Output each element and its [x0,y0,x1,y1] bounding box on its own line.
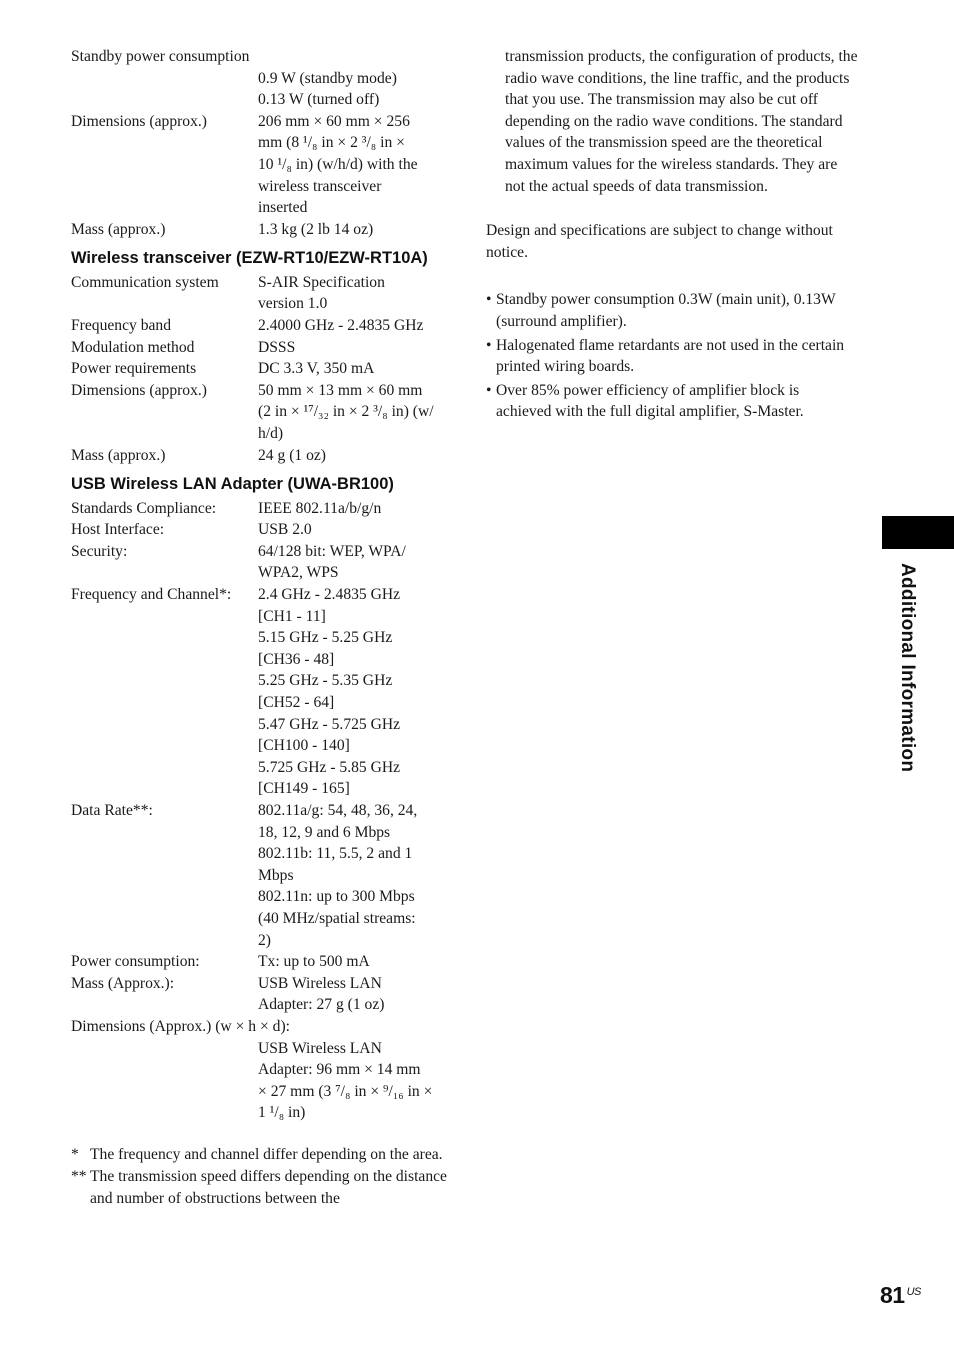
left-column [71,46,451,1210]
spec-key: Modulation method [71,338,195,356]
spec-value-dimensions: USB Wireless LAN Adapter: 96 mm × 14 mm × 27 mm (3 ⁷/₈ in × ⁹/₁₆ in × 1 ¹/₈ in) [258,1039,433,1122]
eco-bullets [486,289,858,423]
footnote-continuation: transmission products, the configuration of products, the radio wave conditions, the line traffic, and the products that you use. The transmission may also be cut off depending on the radio wave conditions. The standard values of the transmission speed are the theoretical maximum values for the wireless standards. They are not the actual speeds of data transmission. [505,48,858,195]
spec-value: 206 mm × 60 mm × 256 mm (8 ¹/₈ in × 2 ³/₈ in × 10 ¹/₈ in) (w/h/d) with the wireless transceiver inserted [258,112,418,217]
spec-key: Dimensions (approx.) [71,381,207,399]
section-tab-marker [882,516,954,549]
spec-value: 2.4 GHz - 2.4835 GHz [CH1 - 11] 5.15 GHz - 5.25 GHz [CH36 - 48] 5.25 GHz - 5.35 GHz [CH52 - 64] 5.47 GHz - 5.725 GHz [CH100 - 140] 5.725 GHz - 5.85 GHz [CH149 - 165] [258,586,401,798]
spec-key: Data Rate**: [71,802,153,819]
bullet-text: Halogenated flame retardants are not used in the certain printed wiring boards. [496,336,845,376]
spec-key: Mass (approx.) [71,220,166,238]
bullet-item [486,289,858,332]
spec-row [71,519,451,541]
wireless-transceiver-heading: Wireless transceiver (EZW-RT10/EZW-RT10A) [71,249,428,268]
spec-value-standby-power: 0.9 W (standby mode) 0.13 W (turned off) [258,69,397,109]
spec-row [71,541,451,584]
spec-value: DC 3.3 V, 350 mA [258,360,375,378]
spec-row [71,498,451,520]
bullet-icon: • [486,336,492,354]
footnote [71,1144,451,1166]
spec-row [71,951,451,973]
page-number [880,1282,921,1309]
spec-row [71,315,451,337]
spec-key-standby-power: Standby power consumption [71,48,250,65]
spec-value: 1.3 kg (2 lb 14 oz) [258,220,374,238]
spec-row [71,337,451,359]
spec-row [71,584,451,800]
page-number-suffix: US [906,1286,921,1298]
spec-key: Dimensions (approx.) [71,112,207,130]
spec-row [71,380,451,445]
bullet-item [486,335,858,378]
bullet-icon: • [486,381,492,399]
spec-value: DSSS [258,338,296,356]
spec-key: Host Interface: [71,521,165,539]
spec-value: USB 2.0 [258,521,312,539]
spec-value: 24 g (1 oz) [258,446,326,464]
usb-adapter-heading: USB Wireless LAN Adapter (UWA-BR100) [71,475,394,494]
footnote-text: The frequency and channel differ depending on the area. [90,1145,443,1163]
spec-row [71,973,451,1016]
bullet-icon: • [486,291,492,309]
bullet-text: Standby power consumption 0.3W (main unit), 0.13W (surround amplifier). [496,291,836,330]
spec-key: Security: [71,542,128,560]
right-column [486,46,858,425]
spec-key: Power consumption: [71,953,200,971]
spec-key: Frequency band [71,317,172,335]
bullet-item [486,380,858,423]
design-notice: Design and specifications are subject to change without notice. [486,222,833,261]
spec-row [71,445,451,467]
spec-row [71,219,451,241]
spec-row [71,358,451,380]
spec-value: 64/128 bit: WEP, WPA/ WPA2, WPS [258,542,406,582]
spec-value: S-AIR Specification version 1.0 [258,273,385,313]
spec-value: Tx: up to 500 mA [258,953,370,971]
spec-key: Standards Compliance: [71,499,217,517]
wireless-transceiver-specs [71,272,451,466]
spec-row [71,800,451,951]
spec-value: 50 mm × 13 mm × 60 mm (2 in × ¹⁷/₃₂ in × 2 ³/₈ in) (w/ h/d) [258,381,434,442]
spec-key: Mass (Approx.): [71,974,175,992]
spec-key: Frequency and Channel*: [71,586,232,604]
spec-value: 2.4000 GHz - 2.4835 GHz [258,317,424,335]
spec-value: IEEE 802.11a/b/g/n [258,499,382,517]
footnote-mark: ** [71,1167,87,1185]
spec-key-dimensions: Dimensions (Approx.) (w × h × d): [71,1017,290,1035]
footnote-text: The transmission speed differs depending on the distance and number of obstructions between the [90,1167,447,1207]
main-unit-specs [71,46,451,240]
spec-key: Power requirements [71,360,197,378]
bullet-text: Over 85% power efficiency of amplifier block is achieved with the full digital amplifier, S-Master. [496,381,804,421]
usb-adapter-specs [71,498,451,1124]
section-tab-label: Additional Information [897,563,918,773]
spec-value: USB Wireless LAN Adapter: 27 g (1 oz) [258,974,385,1014]
footnotes [71,1144,451,1210]
spec-key: Communication system [71,273,219,291]
spec-value: 802.11a/g: 54, 48, 36, 24, 18, 12, 9 and 6 Mbps 802.11b: 11, 5.5, 2 and 1 Mbps 802.11n: up to 300 Mbps (40 MHz/spatial streams: 2) [258,802,418,949]
spec-key: Mass (approx.) [71,446,166,464]
spec-row [71,111,451,219]
spec-row [71,272,451,315]
footnote [71,1166,451,1210]
footnote-mark: * [71,1145,79,1163]
page-number-value: 81 [880,1282,905,1308]
